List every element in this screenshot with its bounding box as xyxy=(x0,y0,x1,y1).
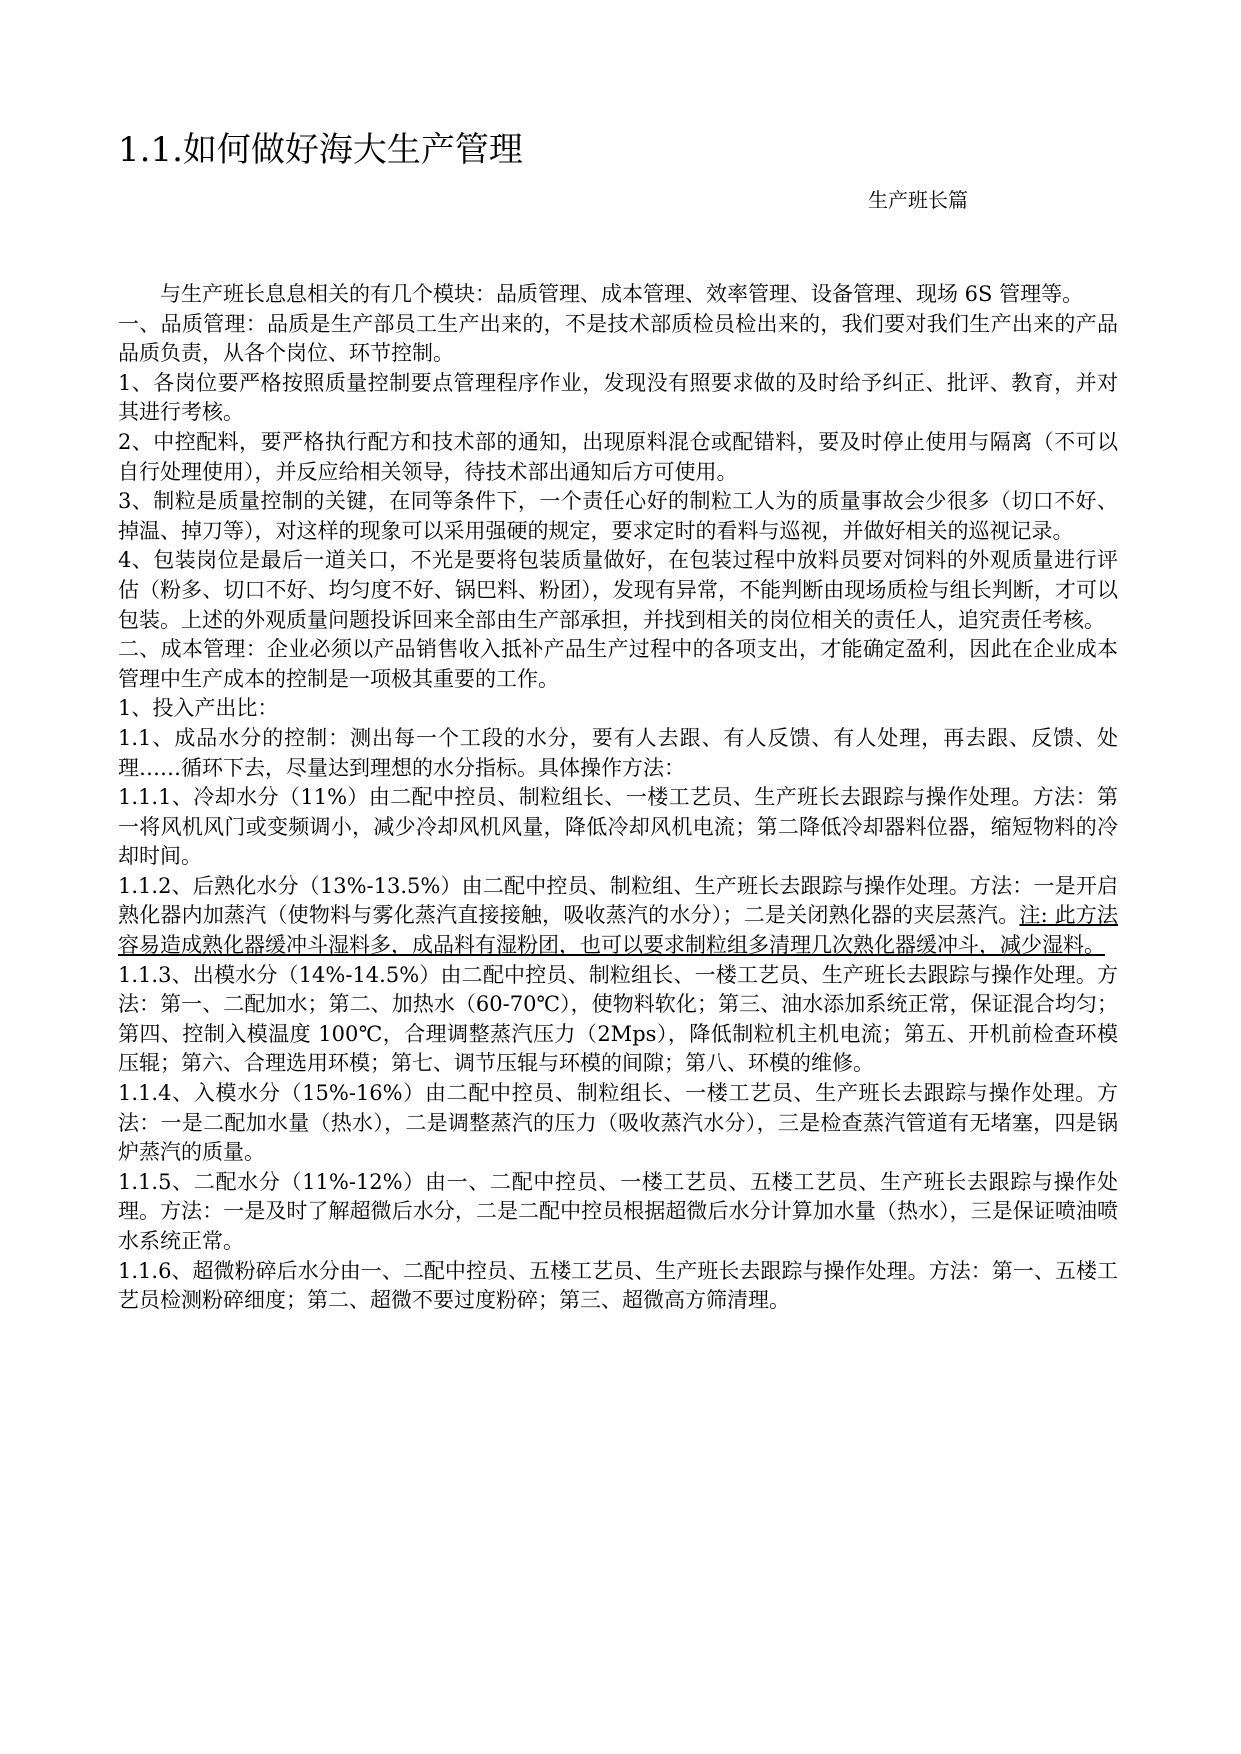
document-body xyxy=(118,280,1118,1316)
paragraph-cost-1-1-4: 1.1.4、入模水分（15%-16%）由二配中控员、制粒组长、一楼工艺员、生产班长去跟踪与操作处理。方法：一是二配加水量（热水），二是调整蒸汽的压力（吸收蒸汽水分），三是检查蒸汽管道有无堵塞，四是锅炉蒸汽的质量。 xyxy=(118,1081,1118,1165)
paragraph-cost-1-1-5: 1.1.5、二配水分（11%-12%）由一、二配中控员、一楼工艺员、五楼工艺员、生产班长去跟踪与操作处理。方法：一是及时了解超微后水分，二是二配中控员根据超微后水分计算加水量（热水），三是保证喷油喷水系统正常。 xyxy=(118,1169,1118,1253)
paragraph-quality-heading: 一、品质管理：品质是生产部员工生产出来的，不是技术部质检员检出来的，我们要对我们生产出来的产品品质负责，从各个岗位、环节控制。 xyxy=(118,311,1118,366)
page-title: 1.1.如何做好海大生产管理 xyxy=(118,130,523,170)
paragraph-cost-1: 1、投入产出比： xyxy=(118,696,279,721)
paragraph-cost-1-1-2-text: 1.1.2、后熟化水分（13%-13.5%）由二配中控员、制粒组、生产班长去跟踪与操作处理。方法：一是开启熟化器内加蒸汽（使物料与雾化蒸汽直接接触，吸收蒸汽的水分）；二是关闭熟化器的夹层蒸汽。 xyxy=(118,873,1118,928)
paragraph-cost-1-1-1: 1.1.1、冷却水分（11%）由二配中控员、制粒组长、一楼工艺员、生产班长去跟踪与操作处理。方法：第一将风机风门或变频调小，减少冷却风机风量，降低冷却风机电流；第二降低冷却器料位器，缩短物料的冷却时间。 xyxy=(118,785,1118,869)
underlined-note: 注: 此方法容易造成熟化器缓冲斗湿料多，成品料有湿粉团，也可以要求制粒组多清理几次熟化器缓冲斗，减少湿料。 xyxy=(118,903,1118,958)
paragraph-cost-1-1-3: 1.1.3、出模水分（14%-14.5%）由二配中控员、制粒组长、一楼工艺员、生产班长去跟踪与操作处理。方法：第一、二配加水；第二、加热水（60-70℃），使物料软化；第三、油水添加系统正常，保证混合均匀；第四、控制入模温度 100℃，合理调整蒸汽压力（2Mps），降低制粒机主机电流；第五、开机前检查环模压辊；第六、合理选用环模；第七、调节压辊与环模的间隙；第八、环模的维修。 xyxy=(118,962,1118,1076)
paragraph-quality-3: 3、制粒是质量控制的关键，在同等条件下，一个责任心好的制粒工人为的质量事故会少很多（切口不好、掉温、掉刀等），对这样的现象可以采用强硬的规定，要求定时的看料与巡视，并做好相关的巡视记录。 xyxy=(118,489,1118,543)
paragraph-cost-heading: 二、成本管理：企业必须以产品销售收入抵补产品生产过程中的各项支出，才能确定盈利，因此在企业成本管理中生产成本的控制是一项极其重要的工作。 xyxy=(118,637,1118,691)
paragraph-quality-1: 1、各岗位要严格按照质量控制要点管理程序作业，发现没有照要求做的及时给予纠正、批评、教育，并对其进行考核。 xyxy=(118,370,1118,425)
page-subtitle: 生产班长篇 xyxy=(868,188,968,212)
paragraph-quality-2: 2、中控配料，要严格执行配方和技术部的通知，出现原料混仓或配错料，要及时停止使用与隔离（不可以自行处理使用），并反应给相关领导，待技术部出通知后方可使用。 xyxy=(118,429,1118,484)
paragraph-cost-1-1-6: 1.1.6、超微粉碎后水分由一、二配中控员、五楼工艺员、生产班长去跟踪与操作处理。方法：第一、五楼工艺员检测粉碎细度；第二、超微不要过度粉碎；第三、超微高方筛清理。 xyxy=(118,1258,1118,1313)
paragraph-quality-4: 4、包装岗位是最后一道关口，不光是要将包装质量做好，在包装过程中放料员要对饲料的外观质量进行评估（粉多、切口不好、均匀度不好、锅巴料、粉团），发现有异常，不能判断由现场质检与组长判断，才可以包装。上述的外观质量问题投诉回来全部由生产部承担，并找到相关的岗位相关的责任人，追究责任考核。 xyxy=(118,548,1118,632)
paragraph-intro: 与生产班长息息相关的有几个模块：品质管理、成本管理、效率管理、设备管理、现场 6S 管理等。 xyxy=(160,282,1084,306)
paragraph-cost-1-1: 1.1、成品水分的控制：测出每一个工段的水分，要有人去跟、有人反馈、有人处理，再去跟、反馈、处理……循环下去，尽量达到理想的水分指标。具体操作方法： xyxy=(118,725,1118,780)
paragraph-cost-1-1-2 xyxy=(118,872,1118,961)
